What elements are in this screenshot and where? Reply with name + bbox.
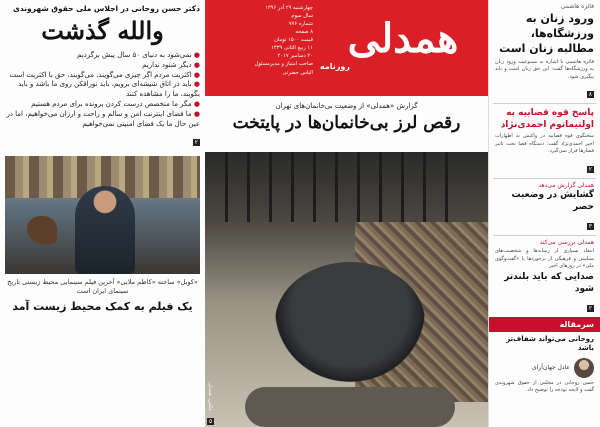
author-avatar <box>574 358 594 378</box>
sleeping-head <box>275 262 425 382</box>
page-number-badge: ۳ <box>588 223 592 231</box>
bullet-item: ● ما فضای اینترنت امن و سالم و راحت و ارزان می‌خواهیم، اما در عین حال ما یک فضای امنیتی نمی‌خواهیم <box>6 109 200 128</box>
publisher-label: صاحب امتیاز و مدیرمسئول <box>254 61 313 68</box>
page-number-badge: ۲ <box>588 304 592 312</box>
bullet-item: ● باید در اتاق شیشه‌ای برویم، باید نوراقکن روی ما باشد و باید بگویند، ما را مشاهده کنند <box>18 80 200 99</box>
newspaper-logo[interactable]: همدلی <box>347 15 459 62</box>
bullet-item: ● اکثریت مردم اگر چیزی می‌گویند، می‌گویند، حق با اکثریت است <box>9 70 200 79</box>
lead-bullets <box>5 51 200 129</box>
article-national-dialogue[interactable] <box>489 236 600 317</box>
page-number-badge: ۵ <box>209 418 213 425</box>
article-headline[interactable]: پاسخ قوه قضاییه به اولتیماتوم احمدی‌نژاد <box>500 108 594 131</box>
publisher-name: الیاس حضرتی <box>282 69 313 76</box>
article-headline[interactable]: ورود زنان به ورزشگاه‌ها، مطالبه زنان است <box>499 12 594 55</box>
gregorian-date: ۲۰ دسامبر ۲۰۱۷ <box>277 53 313 60</box>
page-number-badge: ۲ <box>588 165 592 173</box>
article-house-arrest[interactable] <box>489 179 600 235</box>
editorial-headline[interactable]: روحانی می‌تواند شفاف‌تر باشد <box>506 334 594 353</box>
author-name: عادل جهان‌آرای <box>532 364 570 372</box>
article-women-stadiums[interactable] <box>489 0 600 103</box>
article-judiciary[interactable] <box>489 104 600 178</box>
article-text: سخنگوی قوه قضاییه در واکنش به اظهارات اخیر احمدی‌نژاد گفت: دستگاه قضا تحت تاثیر فشارها قرار نمی‌گیرد. <box>495 133 594 155</box>
photo-caption: «کویل» ساخته «کاظم ملایی» آخرین فیلم سینمایی محیط زیستی تاریخ سینمای ایران است <box>7 278 198 296</box>
editorial-bar: سرمقاله <box>489 317 600 332</box>
article-headline[interactable]: صدایی که باید بلندتر شود <box>504 271 594 294</box>
lead-headline[interactable]: والله گذشت <box>41 16 164 45</box>
masthead <box>205 0 488 96</box>
hijri-date: ۱۱ ربیع الثانی ۱۴۳۹ <box>271 45 313 52</box>
main-headline[interactable]: رقص لرز بی‌خانمان‌ها در پایتخت <box>232 113 461 133</box>
article-text: فائزه هاشمی با اشاره به ممنوعیت ورود زنان به ورزشگاه‌ها گفت: این حق زنان است و باید پیگیری شود. <box>495 58 594 80</box>
logo-subtitle: روزنامه <box>320 62 350 71</box>
man-figure <box>75 186 135 274</box>
editorial[interactable] <box>489 332 600 398</box>
author-row <box>495 358 594 378</box>
editorial-text: حسن روحانی در مجلس از حقوق شهروندی گفت و لایحه بودجه را توضیح داد. <box>495 379 594 394</box>
bullet-item: ● دیگر شنود نداریم <box>142 60 200 69</box>
price: قیمت ۱۵۰۰ تومان <box>274 37 313 44</box>
article-kicker: همدلی بررسی می‌کند <box>539 239 594 247</box>
bullet-item: ● مگر ما متخصص درست کردن پرونده برای مردم هستیم <box>31 99 200 108</box>
film-photo[interactable] <box>5 156 200 274</box>
right-column <box>488 0 600 427</box>
bench-rail <box>225 152 455 222</box>
page-number-badge: ۲ <box>194 139 198 147</box>
stuffed-bird <box>27 216 57 244</box>
article-headline[interactable]: گشایش در وضعیت حصر <box>511 189 594 212</box>
bullet-item: ● نمی‌شود به دنیای ۵۰ سال پیش برگردیم <box>77 51 200 59</box>
page-count: ۸ صفحه <box>295 29 313 36</box>
article-kicker: همدلی گزارش می‌دهد <box>538 181 594 189</box>
main-photo[interactable] <box>205 152 488 427</box>
issue-info <box>213 4 313 77</box>
issue-number: شماره ۷۷۶ <box>288 21 313 28</box>
photo-credit: عکس: همدلی <box>207 381 213 411</box>
main-feature <box>205 96 488 427</box>
shoe <box>245 387 455 427</box>
page-number-badge: ۸ <box>588 91 592 99</box>
photo-headline[interactable]: یک فیلم به کمک محیط زیست آمد <box>12 299 193 313</box>
lead-kicker: دکتر حسن روحانی در اجلاس ملی حقوق شهروندی <box>13 4 200 13</box>
issue-year: سال سوم <box>291 13 313 20</box>
article-text: انتقاد بسیاری از رسانه‌ها و شخصیت‌های سیاسی و فرهنگی از برخوردها با «گفت‌وگوی ملی» در روزهای اخیر <box>495 248 594 270</box>
article-kicker: فائزه هاشمی <box>560 3 594 10</box>
issue-date: چهارشنبه ۲۹ آذر ۱۳۹۶ <box>265 5 313 11</box>
main-kicker: گزارش «همدلی» از وضعیت بی‌خانمان‌های تهران <box>275 102 418 110</box>
left-column <box>0 0 205 427</box>
